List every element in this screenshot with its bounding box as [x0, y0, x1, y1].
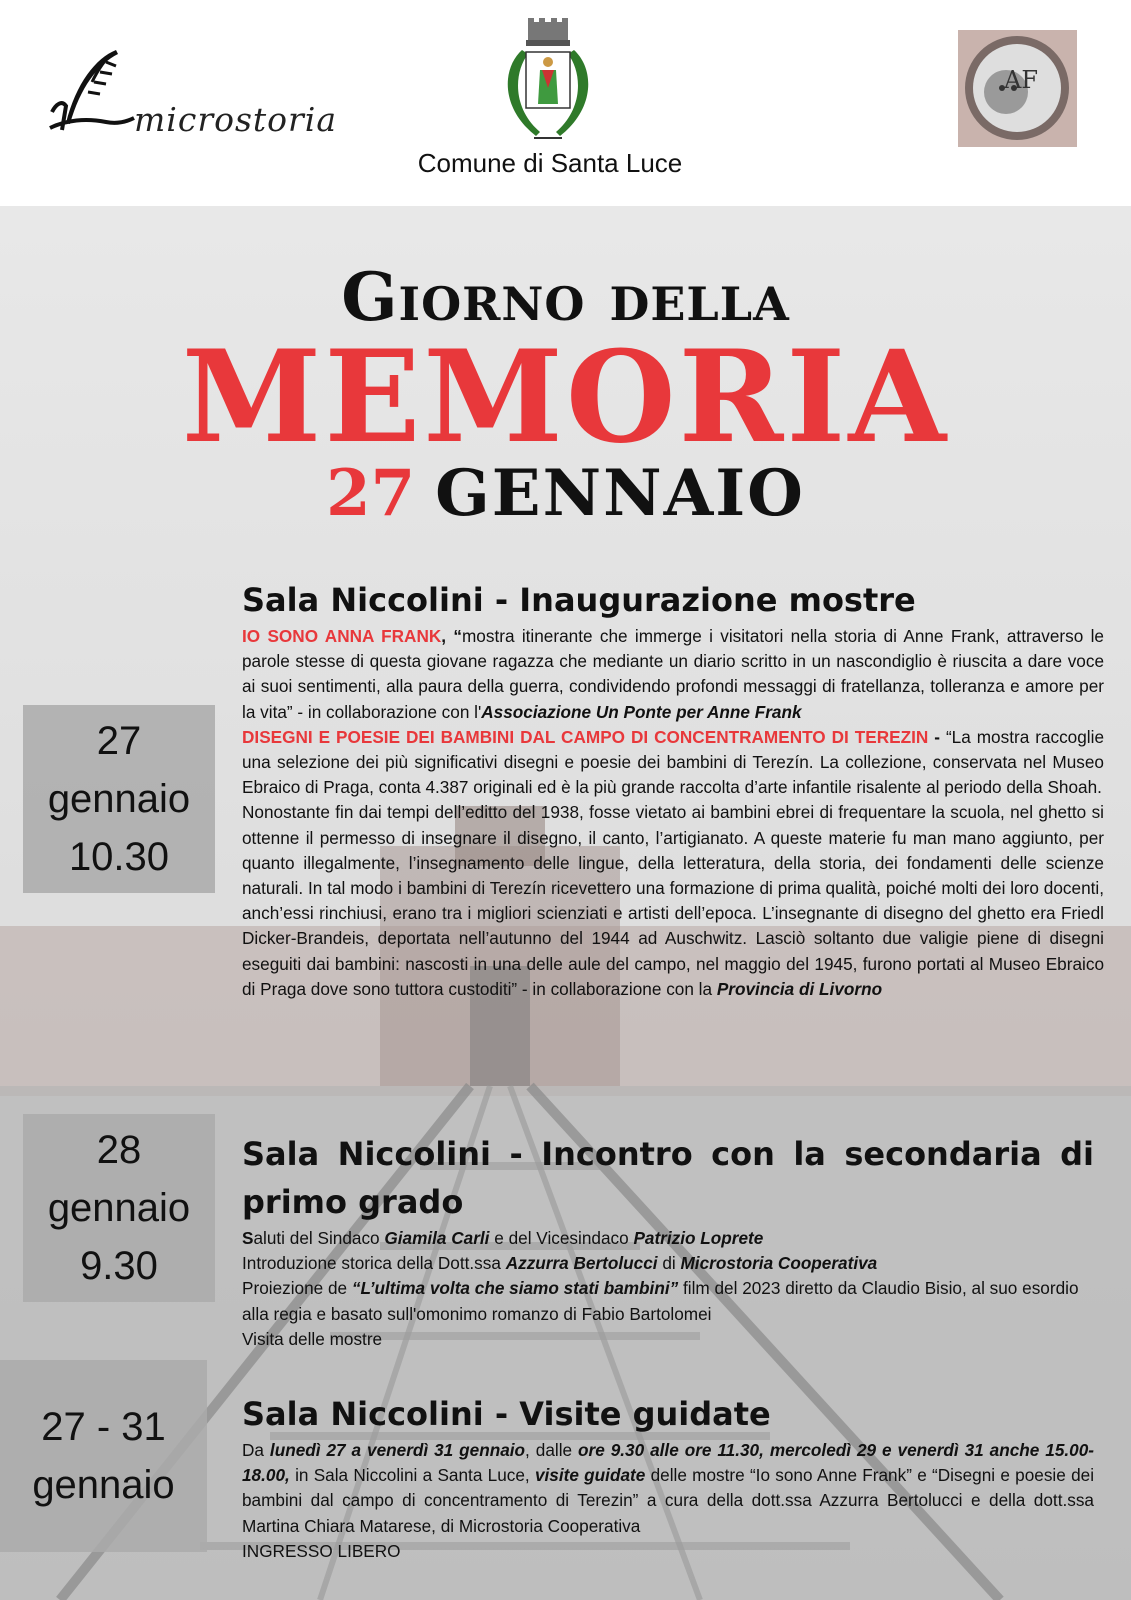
event-1-time: 10.30	[68, 835, 170, 879]
event-1-title: Sala Niccolini - Inaugurazione mostre	[242, 581, 916, 619]
event-1-datebox	[23, 705, 215, 893]
title-date-month: GENNAIO	[435, 456, 805, 531]
event-2-day: 28	[96, 1128, 142, 1172]
provincia-name: Provincia di Livorno	[716, 978, 883, 999]
event-1-month: gennaio	[47, 777, 191, 821]
anna-frank-highlight: IO SONO ANNA FRANK	[242, 626, 442, 646]
event-1-paragraph-2: DISEGNI E POESIE DEI BAMBINI DAL CAMPO DI CONCENTRAMENTO DI TEREZIN - “La mostra raccoglie una selezione dei più significativi disegni e poesie dei bambini di Terezín. La collezione, conservata nel Museo Ebraico di Praga, conta 4.387 originali ed è la più grande raccolta d’arte infantile risalente al periodo della Shoah.	[242, 726, 1104, 798]
header	[0, 0, 1131, 206]
title-date-day: 27	[326, 456, 416, 531]
event-3-range: 27 - 31	[41, 1405, 166, 1449]
event-2-line-4: Visita delle mostre	[242, 1328, 383, 1349]
event-1-day: 27	[96, 719, 142, 763]
title-date	[0, 456, 1131, 531]
microstoria-logo	[46, 48, 346, 138]
association-name: Associazione Un Ponte per Anne Frank	[481, 701, 802, 722]
event-3-title: Sala Niccolini - Visite guidate	[242, 1395, 771, 1433]
title-line-1: Giorno della	[341, 258, 790, 336]
event-2-datebox	[23, 1114, 215, 1302]
event-2-month: gennaio	[47, 1186, 191, 1230]
event-1-paragraph-1: IO SONO ANNA FRANK, “mostra itinerante che immerge i visitatori nella storia di Anne Frank, attraverso le parole stesse di questa giovane ragazza che mediante un diario scritto in un nascondiglio è riuscita a dare voce ai suoi sentimenti, alla paura della guerra, condividendo profondi messaggi di fratellanza, tolleranza e amore per la vita” - in collaborazione con l'Associazione Un Ponte per Anne Frank	[242, 626, 1104, 722]
comune-name: Comune di Santa Luce	[417, 148, 683, 178]
event-2-time: 9.30	[80, 1244, 158, 1288]
poster-body	[0, 206, 1131, 1600]
santa-luce-crest-icon	[496, 18, 600, 148]
event-2-title: Sala Niccolini - Incontro con la secondaria di primo grado	[242, 1135, 1094, 1221]
event-3-datebox	[0, 1360, 207, 1552]
event-2-line-1: Saluti del Sindaco Giamila Carli e del Vicesindaco Patrizio Loprete	[242, 1228, 764, 1248]
event-3-month: gennaio	[32, 1463, 175, 1507]
anne-frank-association-logo	[958, 30, 1077, 147]
event-3-section	[242, 1390, 1094, 1564]
event-3-text: Da lunedì 27 a venerdì 31 gennaio, dalle ore 9.30 alle ore 11.30, mercoledì 29 e venerdì 31 anche 15.00-18.00, in Sala Niccolini a Santa Luce, visite guidate delle mostre “Io sono Anne Frank” e “Disegni e poesie dei bambini dal campo di concentramento di Terezin” a cura della dott.ssa Azzurra Bertolucci e della dott.ssa Martina Chiara Matarese, di Microstoria Cooperativa	[242, 1440, 1095, 1536]
event-1-section	[242, 576, 1104, 1002]
quill-icon	[46, 48, 136, 138]
free-entry-label: INGRESSO LIBERO	[242, 1540, 401, 1561]
title-memoria: MEMORIA	[181, 323, 950, 471]
microstoria-wordmark: microstoria	[134, 100, 338, 139]
event-1-paragraph-3: Nonostante fin dai tempi dell’editto del 1938, fosse vietato ai bambini ebrei di frequentare la scuola, nel ghetto si ottenne il permesso di insegnare il disegno, il canto, l’artigianato. A queste materie fu man mano aggiunto, per quanto illegalmente, l’insegnamento delle lingue, della letteratura, della storia, dei fondamenti delle scienze naturali. In tal modo i bambini di Terezín ricevettero una formazione di prima qualità, poiché molti dei loro docenti, anch’essi rinchiusi, erano tra i migliori scienziati e artisti dell’epoca. L’insegnante di disegno del ghetto era Friedl Dicker-Brandeis, deportata nell’autunno del 1944 ad Auschwitz. Lasciò soltanto due valigie piene di disegni eseguiti dai bambini: nascosti in una delle aule del campo, nel maggio del 1945, furono portati al Museo Ebraico di Praga dove sono tuttora custoditi” - in collaborazione con la Provincia di Livorno	[242, 802, 1104, 999]
terezin-highlight: DISEGNI E POESIE DEI BAMBINI DAL CAMPO DI CONCENTRAMENTO DI TEREZIN	[242, 726, 929, 747]
event-2-section	[242, 1130, 1094, 1352]
af-monogram: AF	[1004, 66, 1038, 94]
event-2-line-2: Introduzione storica della Dott.ssa Azzurra Bertolucci di Microstoria Cooperativa	[242, 1253, 878, 1274]
event-2-line-3: Proiezione de “L’ultima volta che siamo stati bambini” film del 2023 diretto da Claudio Bisio, al suo esordio alla regia e basato sull'omonimo romanzo di Fabio Bartolomei	[242, 1278, 1079, 1324]
